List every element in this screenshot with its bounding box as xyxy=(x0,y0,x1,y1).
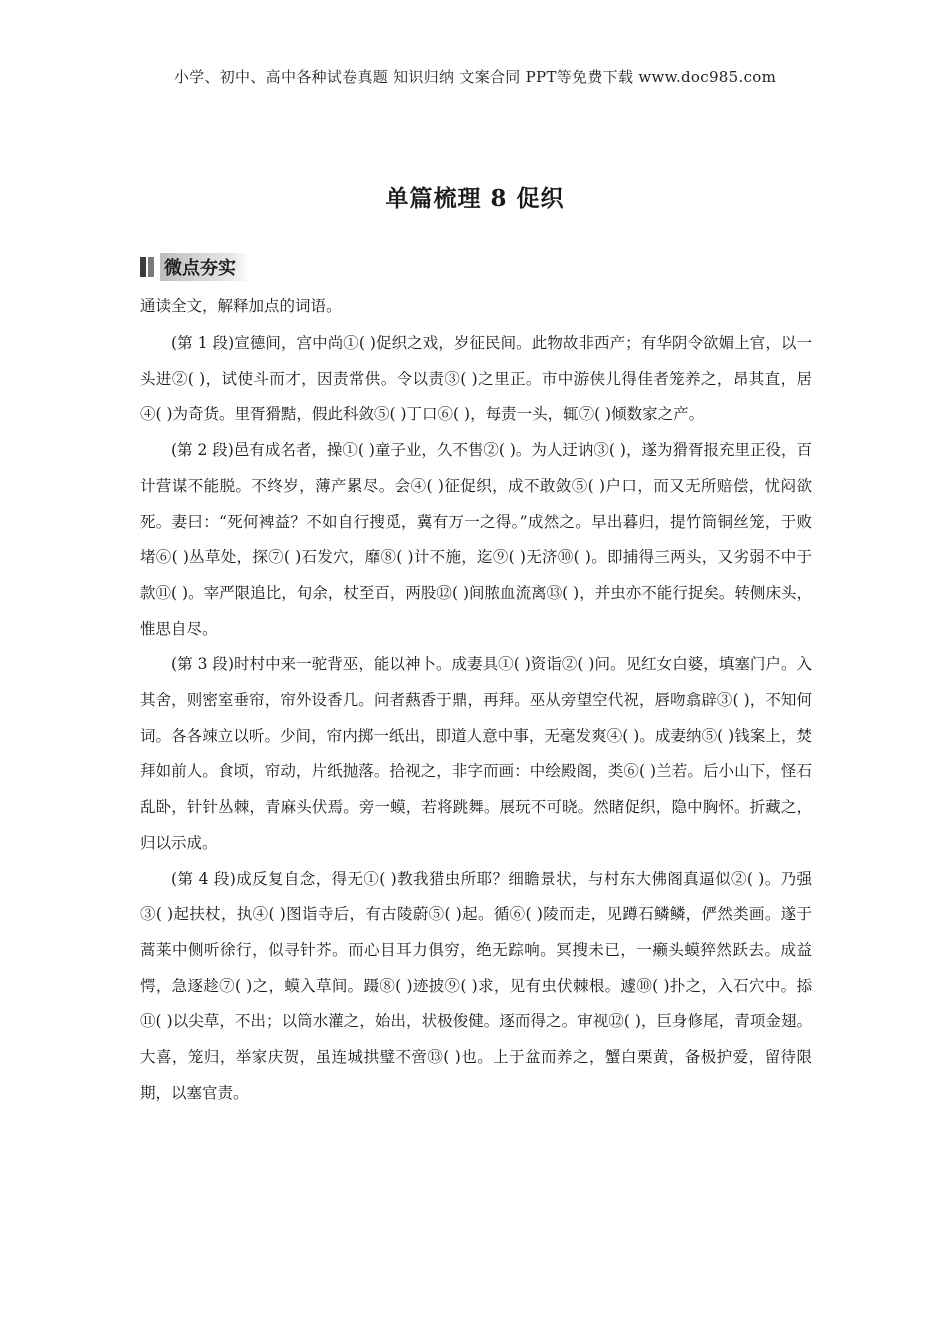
badge-bars-icon xyxy=(140,257,154,277)
section-badge xyxy=(140,254,250,280)
section-badge-label: 微点夯实 xyxy=(160,253,250,281)
paragraph-3: (第 3 段)时村中来一驼背巫，能以神卜。成妻具①( )资诣②( )问。见红女白婆，填塞门户。入其舍，则密室垂帘，帘外设香几。问者爇香于鼎，再拜。巫从旁望空代祝，唇吻翕辟③( )，不知何词。各各竦立以听。少间，帘内掷一纸出，即道人意中事，无毫发爽④( )。成妻纳⑤( )钱案上，焚拜如前人。食顷，帘动，片纸抛落。拾视之，非字而画：中绘殿阁，类⑥( )兰若。后小山下，怪石乱卧，针针丛棘，青麻头伏焉。旁一蟆，若将跳舞。展玩不可晓。然睹促织，隐中胸怀。折藏之，归以示成。 xyxy=(140,655,812,852)
document-body xyxy=(140,294,812,1111)
paragraph-4: (第 4 段)成反复自念，得无①( )教我猎虫所耶？细瞻景状，与村东大佛阁真逼似②( )。乃强③( )起扶杖，执④( )图诣寺后，有古陵蔚⑤( )起。循⑥( )陵而走，见蹲石鳞鳞，俨然类画。遂于蒿莱中侧听徐行，似寻针芥。而心目耳力俱穷，绝无踪响。冥搜未已，一癞头蟆猝然跃去。成益愕，急逐趁⑦( )之，蟆入草间。蹑⑧( )迹披⑨( )求，见有虫伏棘根。遽⑩( )扑之，入石穴中。掭⑪( )以尖草，不出；以筒水灌之，始出，状极俊健。逐而得之。审视⑫( )，巨身修尾，青项金翅。大喜，笼归，举家庆贺，虽连城拱璧不啻⑬( )也。上于盆而养之，蟹白栗黄，备极护爱，留待限期，以塞官责。 xyxy=(140,869,812,1102)
paragraph-2: (第 2 段)邑有成名者，操①( )童子业，久不售②( )。为人迂讷③( )，遂为猾胥报充里正役，百计营谋不能脱。不终岁，薄产累尽。会④( )征促织，成不敢敛⑤( )户口，而又无所赔偿，忧闷欲死。妻曰：“死何裨益？不如自行搜觅，冀有万一之得。”成然之。早出暮归，提竹筒铜丝笼，于败堵⑥( )丛草处，探⑦( )石发穴，靡⑧( )计不施，迄⑨( )无济⑩( )。即捕得三两头，又劣弱不中于款⑪( )。宰严限追比，旬余，杖至百，两股⑫( )间脓血流离⑬( )，并虫亦不能行捉矣。转侧床头，惟思自尽。 xyxy=(140,441,812,638)
instruction: 通读全文，解释加点的词语。 xyxy=(140,297,342,315)
paragraph-1: (第 1 段)宣德间，宫中尚①( )促织之戏，岁征民间。此物故非西产；有华阴令欲媚上官，以一头进②( )，试使斗而才，因责常供。令以责③( )之里正。市中游侠儿得佳者笼养之，昂其直，居④( )为奇货。里胥猾黠，假此科敛⑤( )丁口⑥( )，每责一头，辄⑦( )倾数家之产。 xyxy=(140,334,812,424)
page-header: 小学、初中、高中各种试卷真题 知识归纳 文案合同 PPT等免费下载 www.doc985.com xyxy=(173,68,777,86)
page-title: 单篇梳理 8 促织 xyxy=(385,185,565,212)
